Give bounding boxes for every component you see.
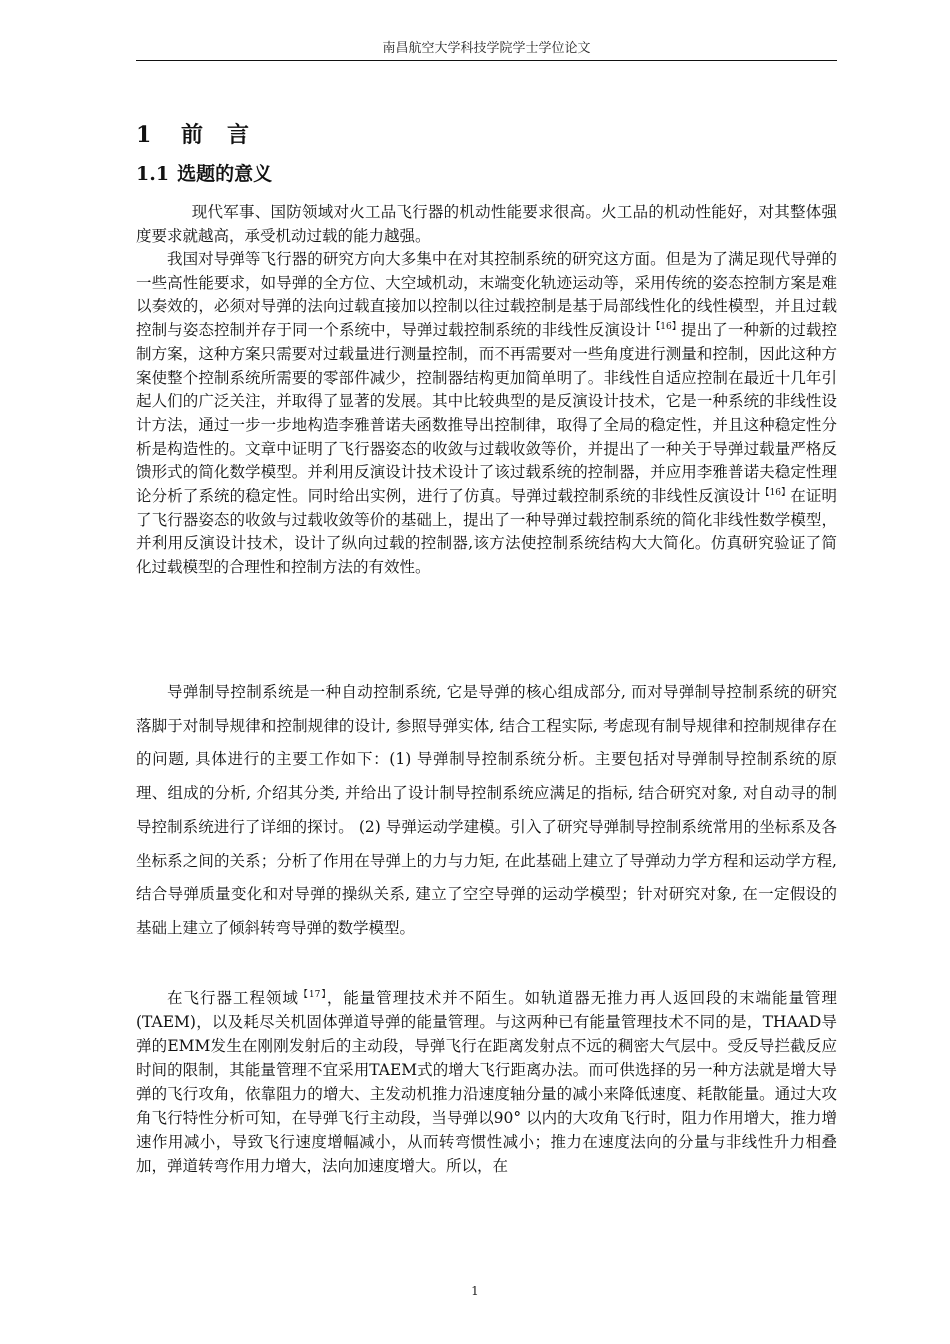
paragraph-3: 导弹制导控制系统是一种自动控制系统, 它是导弹的核心组成部分, 而对导弹制导控制系统的研究落脚于对制导规律和控制规律的设计, 参照导弹实体, 结合工程实际, 考虑现有制导规律和控制规律存在的问题, 具体进行的主要工作如下：(1) 导弹制导控制系统分析。主要包括对导弹制导控制系统的原理、组成的分析, 介绍其分类, 并给出了设计制导控制系统应满足的指标, 结合研究对象, 对自动寻的制导控制系统进行了详细的探讨。 (2) 导弹运动学建模。引入了研究导弹制导控制系统常用的坐标系及各坐标系之间的关系；分析了作用在导弹上的力与力矩, 在此基础上建立了导弹动力学方程和运动学方程, 结合导弹质量变化和对导弹的操纵关系, 建立了空空导弹的运动学模型；针对研究对象, 在一定假设的基础上建立了倾斜转弯导弹的数学模型。 [136, 683, 837, 937]
chapter-title: 前 言 [181, 122, 251, 148]
paragraph-4 [136, 986, 837, 1178]
paragraph-2-text-b: 提出了一种新的过载控制方案，这种方案只需要对过载量进行测量控制，而不再需要对一些角度进行测量和控制，因此这种方案使整个控制系统所需要的零部件减少，控制器结构更加简单明了。非线性自适应控制在最近十几年引起人们的广泛关注，并取得了显著的发展。其中比较典型的是反演设计技术，它是一种系统的非线性设计方法，通过一步一步地构造李雅普诺夫函数推导出控制律，取得了全局的稳定性，并且这种稳定性分析是构造性的。文章中证明了飞行器姿态的收敛与过载收敛等价，并提出了一种关于导弹过载量严格反馈形式的简化数学模型。并利用反演设计技术设计了该过载系统的控制器，并应用李雅普诺夫稳定性理论分析了系统的稳定性。同时给出实例，进行了仿真。导弹过载控制系统的非线性反演设计 [136, 321, 837, 506]
paragraph-2-text-c: 在证明了飞行器姿态的收敛与过载收敛等价的基础上，提出了一种导弹过载控制系统的简化非线性数学模型，并利用反演设计技术，设计了纵向过载的控制器,该方法使控制系统结构大大简化。仿真研究验证了简化过载模型的合理性和控制方法的有效性。 [136, 487, 837, 577]
paragraph-4-text-b: ，能量管理技术并不陌生。如轨道器无推力再人返回段的末端能量管理(TAEM)，以及耗尽关机固体弹道导弹的能量管理。与这两种已有能量管理技术不同的是，THAAD导弹的EMM发生在刚刚发射后的主动段，导弹飞行在距离发射点不远的稠密大气层中。受反导拦截反应时间的限制，其能量管理不宜采用TAEM式的增大飞行距离办法。而可供选择的另一种方法就是增大导弹的飞行攻角，依靠阻力的增大、主发动机推力沿速度轴分量的减小来降低速度、耗散能量。通过大攻角飞行特性分析可知，在导弹飞行主动段，当导弹以90° 以内的大攻角飞行时，阻力作用增大，推力增速作用减小，导致飞行速度增幅减小，从而转弯惯性减小；推力在速度法向的分量与非线性升力相叠加，弹道转弯作用力增大，法向加速度增大。所以，在 [136, 989, 837, 1175]
citation-16: 【16】 [651, 322, 681, 333]
section-title: 选题的意义 [177, 163, 273, 185]
paragraph-2-text-a: 我国对导弹等飞行器的研究方向大多集中在对其控制系统的研究这方面。但是为了满足现代导弹的一些高性能要求，如导弹的全方位、大空域机动，末端变化轨迹运动等，采用传统的姿态控制方案是难以奏效的，必须对导弹的法向过载直接加以控制以往过载控制是基于局部线性化的线性模型，并且过载控制与姿态控制并存于同一个系统中，导弹过载控制系统的非线性反演设计 [136, 250, 837, 340]
chapter-heading [136, 120, 250, 150]
paragraph-1: 现代军事、国防领域对火工品飞行器的机动性能要求很高。火工品的机动性能好，对其整体强度要求就越高，承受机动过载的能力越强。 [136, 203, 837, 245]
page-number: 1 [471, 1284, 479, 1298]
running-header: 南昌航空大学科技学院学士学位论文 [382, 41, 591, 56]
chapter-number: 1 [136, 122, 153, 148]
citation-17: 【17】 [298, 990, 327, 1000]
section-heading [136, 160, 272, 188]
section-number: 1.1 [136, 163, 170, 185]
header-rule [136, 60, 837, 61]
paragraph-2 [136, 248, 837, 580]
paragraph-4-text-a: 在飞行器工程领域 [167, 989, 299, 1007]
citation-16-second: 【16】 [760, 488, 791, 499]
